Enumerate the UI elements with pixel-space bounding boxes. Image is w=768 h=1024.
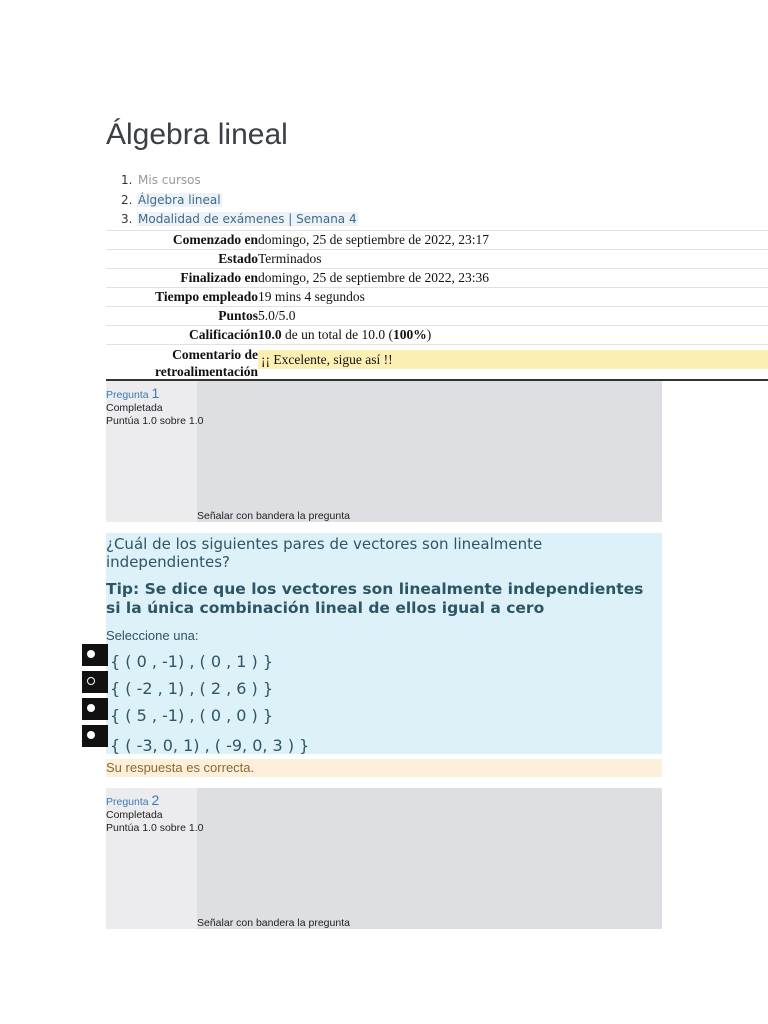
answer-option-3[interactable]: { ( 5 , -1) , ( 0 , 0 ) } xyxy=(110,706,274,725)
breadcrumb-link[interactable]: Modalidad de exámenes | Semana 4 xyxy=(138,212,357,226)
state-label: Estado xyxy=(218,251,258,266)
breadcrumb-link[interactable]: Álgebra lineal xyxy=(138,192,221,207)
question-score: Puntúa 1.0 sobre 1.0 xyxy=(106,415,204,427)
question-number-value: 1 xyxy=(151,385,160,401)
breadcrumb-number: 1. xyxy=(121,173,133,187)
finished-label: Finalizado en xyxy=(180,270,258,285)
answer-option-1[interactable]: { ( 0 , -1) , ( 0 , 1 ) } xyxy=(110,652,274,671)
grade-close: ) xyxy=(426,327,432,342)
summary-row-finished xyxy=(106,268,768,287)
feedback-label xyxy=(106,345,258,379)
summary-row-time xyxy=(106,287,768,306)
summary-row-state xyxy=(106,249,768,268)
breadcrumb-item-modalidad[interactable] xyxy=(121,210,358,230)
time-value: 19 mins 4 segundos xyxy=(258,289,365,304)
question-tip: Tip: Se dice que los vectores son linealmente independientes si la única combinación lineal de ellos igual a cero xyxy=(106,580,644,617)
grade-total: de un total de 10.0 ( xyxy=(281,327,393,342)
attempt-summary-table xyxy=(106,230,768,381)
points-label: Puntos xyxy=(218,308,258,323)
breadcrumb-item-mis-cursos[interactable] xyxy=(121,171,358,191)
started-value: domingo, 25 de septiembre de 2022, 23:17 xyxy=(258,232,489,247)
points-value: 5.0/5.0 xyxy=(258,308,296,323)
summary-row-grade xyxy=(106,325,768,344)
feedback-value: ¡¡ Excelente, sigue así !! xyxy=(258,350,768,369)
select-one-label: Seleccione una: xyxy=(106,628,199,643)
flag-question-link[interactable]: Señalar con bandera la pregunta xyxy=(197,510,350,522)
answer-feedback: Su respuesta es correcta. xyxy=(106,759,662,777)
question-status: Completada xyxy=(106,402,163,414)
started-label: Comenzado en xyxy=(172,232,258,247)
radio-option-1[interactable] xyxy=(82,644,108,666)
breadcrumb-number: 3. xyxy=(121,212,133,226)
question-score: Puntúa 1.0 sobre 1.0 xyxy=(106,822,204,834)
question-prefix: Pregunta xyxy=(106,796,149,808)
question-text: ¿Cuál de los siguientes pares de vectores son linealmente independientes? xyxy=(106,535,543,571)
breadcrumb-number: 2. xyxy=(121,192,133,207)
state-value: Terminados xyxy=(258,251,322,266)
question-status: Completada xyxy=(106,809,163,821)
question-2-info xyxy=(106,788,662,929)
breadcrumb-link[interactable]: Mis cursos xyxy=(138,173,201,187)
question-number xyxy=(106,792,159,808)
radio-option-4[interactable] xyxy=(82,725,108,747)
answer-option-4[interactable]: { ( -3, 0, 1) , ( -9, 0, 3 ) } xyxy=(110,736,310,755)
grade-score: 10.0 xyxy=(258,327,282,342)
radio-option-2-selected[interactable] xyxy=(82,671,108,693)
grade-percent: 100% xyxy=(392,327,427,342)
finished-value: domingo, 25 de septiembre de 2022, 23:36 xyxy=(258,270,489,285)
grade-label: Calificación xyxy=(189,327,258,342)
feedback-label-line1: Comentario de xyxy=(172,347,258,362)
question-number xyxy=(106,385,159,401)
question-1-content xyxy=(106,533,662,754)
question-1-info xyxy=(106,381,662,522)
page-title: Álgebra lineal xyxy=(106,118,288,151)
time-label: Tiempo empleado xyxy=(155,289,258,304)
summary-row-points xyxy=(106,306,768,325)
flag-question-link[interactable]: Señalar con bandera la pregunta xyxy=(197,917,350,929)
summary-row-started xyxy=(106,230,768,249)
question-prefix: Pregunta xyxy=(106,389,149,401)
question-number-value: 2 xyxy=(151,792,160,808)
breadcrumb xyxy=(121,171,358,230)
answer-option-2[interactable]: { ( -2 , 1) , ( 2 , 6 ) } xyxy=(110,679,274,698)
breadcrumb-item-algebra-lineal[interactable] xyxy=(121,191,358,211)
feedback-label-line2: retroalimentación xyxy=(155,364,258,379)
summary-row-feedback xyxy=(106,344,768,381)
grade-value xyxy=(258,326,768,344)
radio-option-3[interactable] xyxy=(82,698,108,720)
